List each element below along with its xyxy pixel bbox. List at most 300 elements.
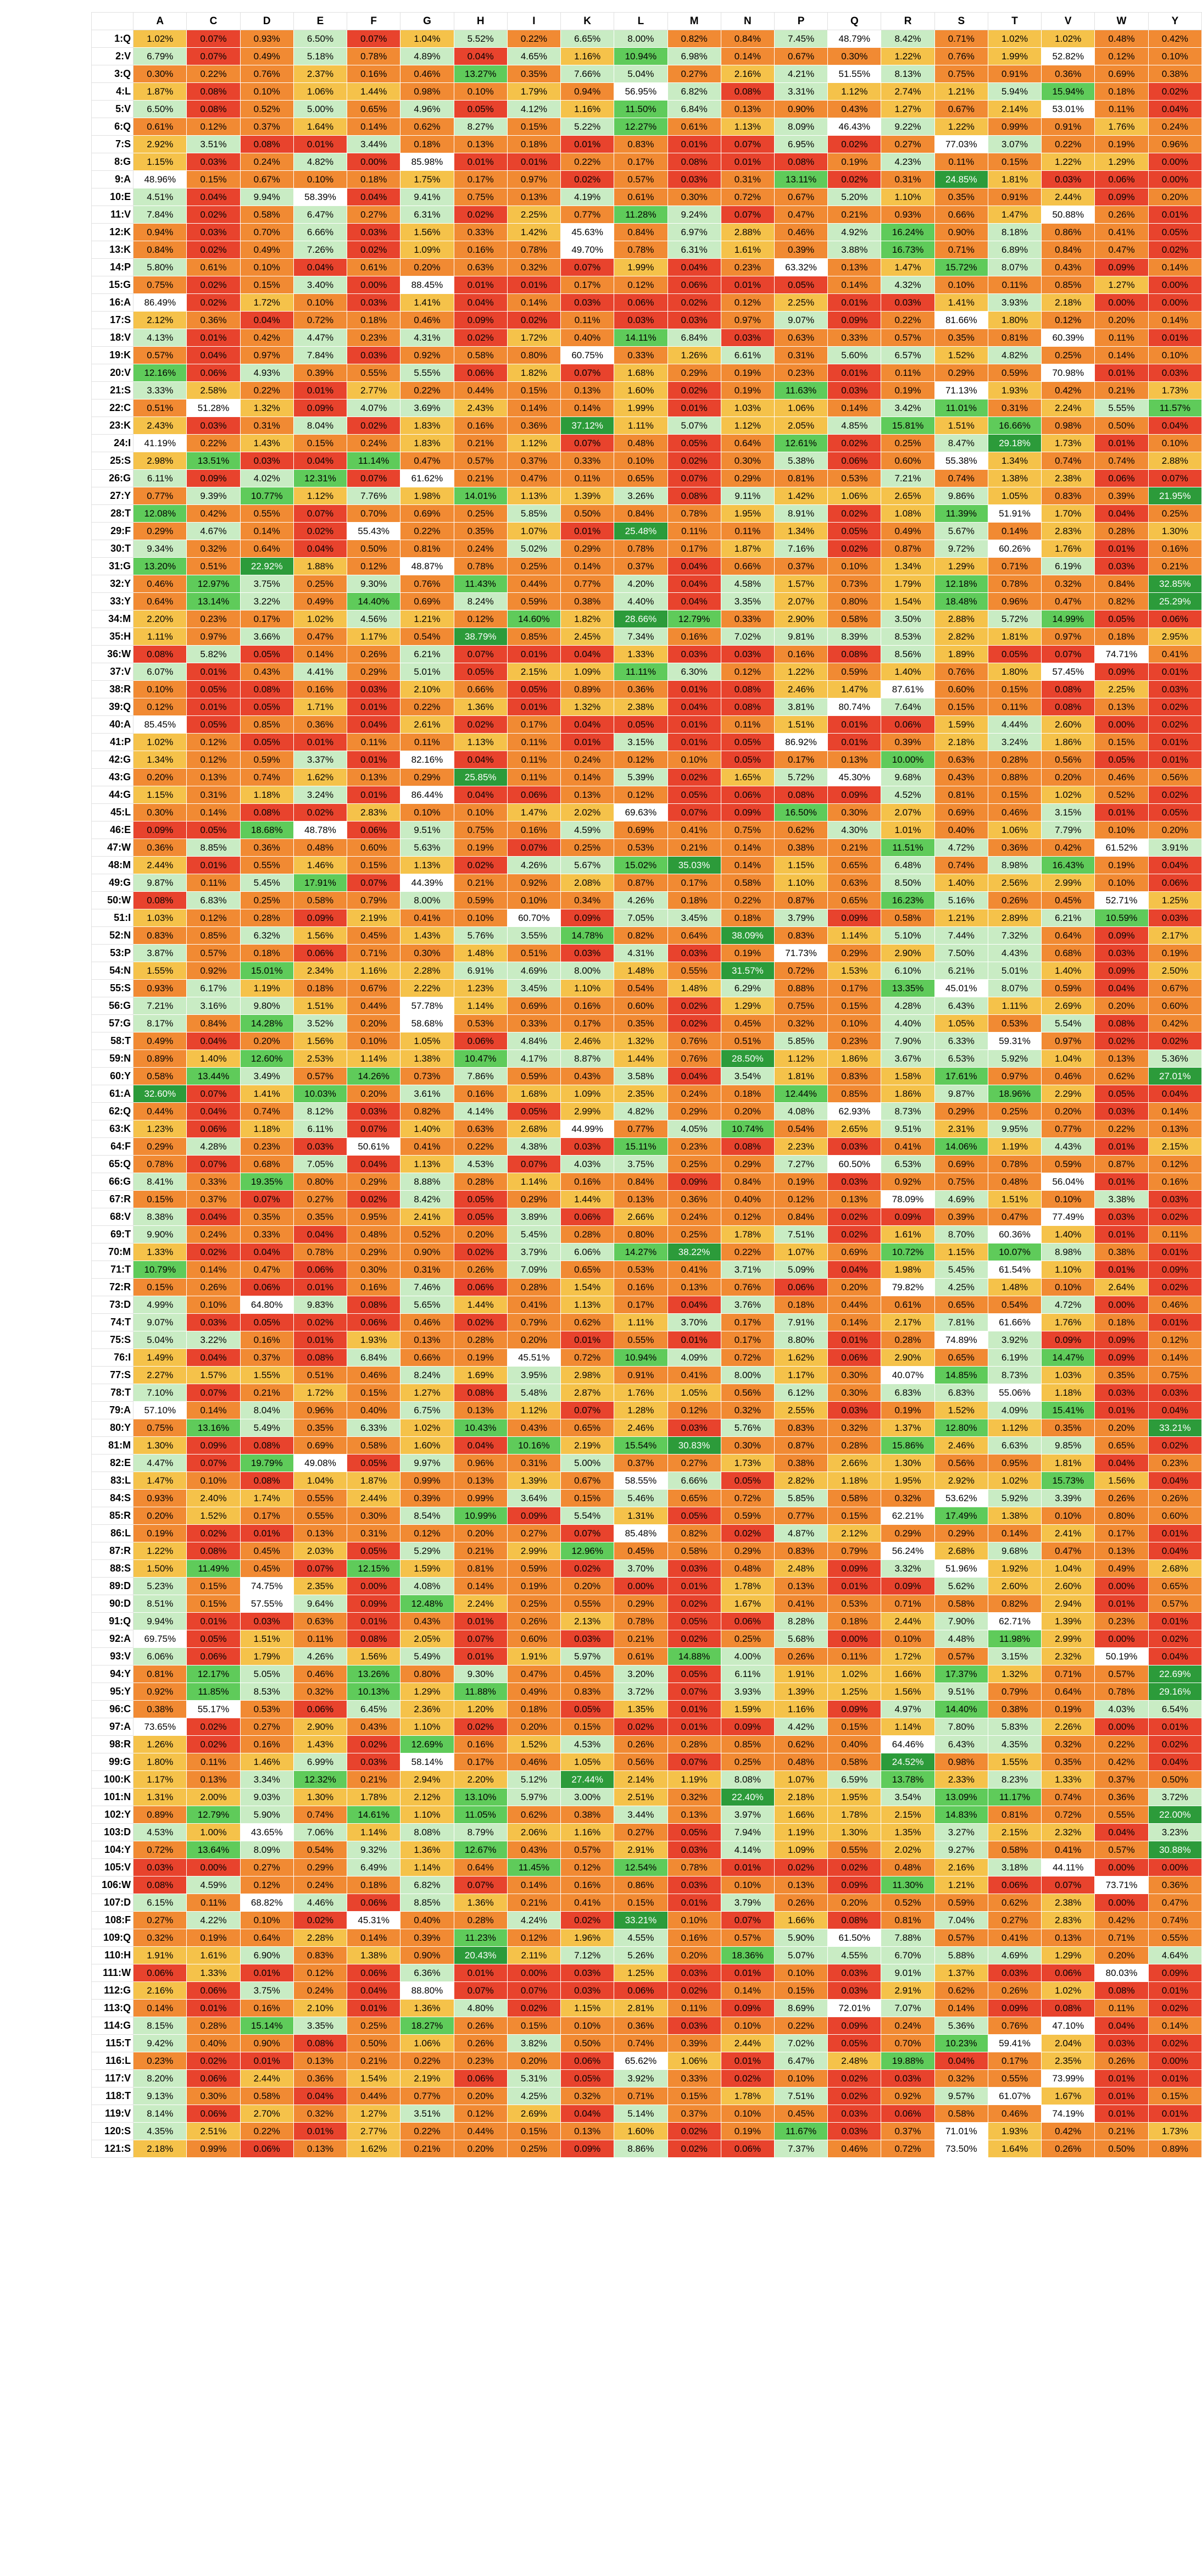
heatmap-cell: 3.00% [561,1789,614,1806]
heatmap-cell: 1.03% [133,909,187,927]
heatmap-cell: 6.11% [133,470,187,487]
heatmap-cell: 16.73% [881,241,934,259]
row-header: 47:W [92,839,133,857]
table-row [92,892,1202,909]
heatmap-cell: 0.77% [561,575,614,593]
heatmap-cell: 0.38% [988,1701,1041,1718]
heatmap-cell: 6.95% [774,136,827,153]
heatmap-cell: 0.14% [561,558,614,575]
heatmap-cell: 0.11% [507,769,560,786]
heatmap-cell: 7.64% [881,698,934,716]
heatmap-cell: 5.76% [721,1419,774,1437]
heatmap-cell: 14.27% [614,1243,667,1261]
heatmap-cell: 0.00% [1095,1718,1148,1736]
heatmap-cell: 0.11% [828,1648,881,1665]
heatmap-cell: 1.73% [1148,382,1201,399]
heatmap-cell: 0.03% [667,1560,721,1578]
heatmap-cell: 15.73% [1042,1472,1095,1490]
heatmap-cell: 0.42% [187,505,240,523]
heatmap-cell: 0.07% [507,1156,560,1173]
heatmap-cell: 0.27% [614,1824,667,1841]
heatmap-cell: 1.32% [988,1665,1041,1683]
heatmap-cell: 0.87% [614,874,667,892]
heatmap-cell: 1.36% [400,1841,454,1859]
heatmap-cell: 0.61% [614,188,667,206]
heatmap-cell: 3.92% [614,2070,667,2088]
heatmap-cell: 1.02% [1042,786,1095,804]
heatmap-cell: 0.49% [881,523,934,540]
row-header: 21:S [92,382,133,399]
heatmap-cell: 2.35% [293,1578,347,1595]
heatmap-cell: 0.46% [828,2140,881,2158]
heatmap-cell: 0.26% [507,1613,560,1630]
column-header: P [774,13,827,30]
heatmap-cell: 0.12% [454,610,507,628]
heatmap-cell: 0.20% [1148,188,1201,206]
heatmap-cell: 3.52% [293,1015,347,1032]
heatmap-cell: 1.35% [614,1701,667,1718]
heatmap-cell: 0.08% [774,153,827,171]
heatmap-cell: 30.83% [667,1437,721,1454]
heatmap-cell: 0.29% [400,769,454,786]
heatmap-cell: 9.41% [400,188,454,206]
heatmap-cell: 0.15% [293,435,347,452]
heatmap-cell: 0.06% [240,1279,293,1296]
row-header: 78:T [92,1384,133,1402]
heatmap-cell: 0.72% [721,1490,774,1507]
heatmap-cell: 2.06% [507,1824,560,1841]
heatmap-cell: 0.83% [293,1947,347,1964]
heatmap-cell: 5.31% [507,2070,560,2088]
heatmap-cell: 1.70% [1042,505,1095,523]
heatmap-cell: 1.91% [774,1665,827,1683]
heatmap-cell: 0.45% [774,2105,827,2123]
table-row [92,1226,1202,1243]
heatmap-cell: 0.06% [507,786,560,804]
heatmap-cell: 0.77% [561,206,614,224]
heatmap-cell: 0.02% [454,716,507,734]
heatmap-cell: 0.60% [934,681,988,698]
heatmap-cell: 0.00% [1148,2052,1201,2070]
heatmap-cell: 1.81% [1042,1454,1095,1472]
column-header: N [721,13,774,30]
heatmap-cell: 0.59% [934,1894,988,1912]
heatmap-cell: 0.01% [828,734,881,751]
heatmap-cell: 2.92% [133,136,187,153]
heatmap-cell: 1.69% [454,1367,507,1384]
heatmap-cell: 0.11% [881,364,934,382]
heatmap-cell: 0.73% [400,1068,454,1085]
heatmap-cell: 0.67% [774,48,827,65]
heatmap-cell: 0.35% [454,523,507,540]
row-header: 27:Y [92,487,133,505]
heatmap-cell: 0.45% [614,1542,667,1560]
heatmap-cell: 20.43% [454,1947,507,1964]
heatmap-cell: 0.97% [187,628,240,646]
heatmap-cell: 1.76% [614,1384,667,1402]
heatmap-cell: 0.39% [1095,487,1148,505]
heatmap-cell: 0.78% [347,48,400,65]
heatmap-cell: 1.13% [400,857,454,874]
heatmap-cell: 0.02% [187,206,240,224]
heatmap-cell: 53.01% [1042,101,1095,118]
heatmap-cell: 0.00% [1148,1859,1201,1877]
heatmap-cell: 0.10% [454,909,507,927]
heatmap-cell: 0.03% [828,2123,881,2140]
row-header: 36:W [92,646,133,663]
table-row [92,1138,1202,1156]
row-header: 119:V [92,2105,133,2123]
heatmap-cell: 1.04% [293,1472,347,1490]
heatmap-cell: 2.50% [1148,962,1201,980]
heatmap-cell: 0.21% [1095,382,1148,399]
heatmap-cell: 0.44% [507,575,560,593]
heatmap-cell: 0.10% [881,1630,934,1648]
heatmap-cell: 2.10% [293,2000,347,2017]
heatmap-cell: 1.11% [133,628,187,646]
heatmap-cell: 12.54% [614,1859,667,1877]
heatmap-cell: 4.40% [881,1015,934,1032]
heatmap-cell: 10.00% [881,751,934,769]
heatmap-cell: 3.70% [667,1314,721,1331]
table-row [92,83,1202,101]
row-header: 5:V [92,101,133,118]
heatmap-cell: 2.94% [1042,1595,1095,1613]
table-row [92,399,1202,417]
heatmap-cell: 7.05% [293,1156,347,1173]
heatmap-cell: 9.03% [240,1789,293,1806]
heatmap-cell: 0.74% [1095,452,1148,470]
heatmap-cell: 1.06% [667,2052,721,2070]
heatmap-cell: 15.02% [614,857,667,874]
heatmap-cell: 0.02% [721,2070,774,2088]
heatmap-cell: 0.04% [1095,505,1148,523]
heatmap-cell: 0.10% [347,1032,400,1050]
heatmap-cell: 60.36% [988,1226,1041,1243]
heatmap-cell: 45.30% [828,769,881,786]
heatmap-cell: 0.19% [774,1173,827,1191]
heatmap-cell: 2.44% [881,1613,934,1630]
heatmap-cell: 0.67% [347,980,400,997]
heatmap-cell: 0.52% [1095,786,1148,804]
heatmap-cell: 1.64% [293,118,347,136]
heatmap-cell: 11.23% [454,1929,507,1947]
heatmap-cell: 14.61% [347,1806,400,1824]
heatmap-cell: 5.65% [400,1296,454,1314]
heatmap-cell: 5.22% [561,118,614,136]
heatmap-cell: 1.72% [507,329,560,347]
heatmap-cell: 0.72% [561,1349,614,1367]
heatmap-cell: 0.22% [400,382,454,399]
heatmap-cell: 0.01% [1148,2070,1201,2088]
heatmap-cell: 0.77% [400,2088,454,2105]
heatmap-cell: 0.38% [561,593,614,610]
heatmap-cell: 3.93% [988,294,1041,312]
heatmap-cell: 0.01% [1148,329,1201,347]
heatmap-cell: 3.95% [507,1367,560,1384]
heatmap-cell: 0.02% [507,2000,560,2017]
heatmap-cell: 0.83% [774,1419,827,1437]
heatmap-cell: 0.01% [293,2123,347,2140]
heatmap-cell: 2.44% [1042,188,1095,206]
heatmap-cell: 0.99% [400,1472,454,1490]
heatmap-cell: 0.11% [507,751,560,769]
heatmap-cell: 51.91% [988,505,1041,523]
heatmap-cell: 0.41% [1095,224,1148,241]
heatmap-cell: 5.45% [934,1261,988,1279]
heatmap-cell: 11.01% [934,399,988,417]
heatmap-cell: 2.83% [1042,1912,1095,1929]
heatmap-cell: 0.11% [934,153,988,171]
heatmap-cell: 5.20% [828,188,881,206]
heatmap-cell: 4.92% [828,224,881,241]
heatmap-cell: 0.42% [1042,382,1095,399]
heatmap-cell: 0.04% [187,347,240,364]
heatmap-cell: 3.64% [507,1490,560,1507]
heatmap-cell: 0.05% [454,1208,507,1226]
heatmap-cell: 4.42% [774,1718,827,1736]
heatmap-cell: 0.30% [828,804,881,821]
heatmap-cell: 0.37% [614,1454,667,1472]
row-header: 67:R [92,1191,133,1208]
table-row [92,698,1202,716]
table-row [92,276,1202,294]
heatmap-cell: 0.31% [507,1454,560,1472]
heatmap-cell: 0.28% [988,751,1041,769]
heatmap-cell: 0.79% [828,1542,881,1560]
heatmap-cell: 14.47% [1042,1349,1095,1367]
heatmap-cell: 7.76% [347,487,400,505]
heatmap-cell: 4.69% [988,1947,1041,1964]
heatmap-cell: 0.14% [133,2000,187,2017]
heatmap-cell: 1.80% [988,663,1041,681]
heatmap-cell: 9.81% [774,628,827,646]
heatmap-cell: 1.46% [293,857,347,874]
heatmap-cell: 7.81% [934,1314,988,1331]
heatmap-cell: 0.50% [1148,1771,1201,1789]
heatmap-cell: 0.10% [454,83,507,101]
table-row [92,452,1202,470]
heatmap-cell: 0.03% [667,312,721,329]
row-header: 106:W [92,1877,133,1894]
heatmap-cell: 1.68% [507,1085,560,1103]
heatmap-cell: 0.19% [721,364,774,382]
heatmap-cell: 0.13% [774,1578,827,1595]
heatmap-cell: 6.11% [293,1120,347,1138]
heatmap-cell: 0.12% [187,734,240,751]
heatmap-cell: 0.57% [1148,1595,1201,1613]
heatmap-cell: 9.32% [347,1841,400,1859]
heatmap-cell: 0.89% [1148,2140,1201,2158]
heatmap-cell: 6.89% [988,241,1041,259]
heatmap-cell: 0.05% [507,1103,560,1120]
heatmap-cell: 0.13% [774,1877,827,1894]
heatmap-cell: 0.83% [828,1068,881,1085]
heatmap-cell: 12.79% [187,1806,240,1824]
heatmap-cell: 0.00% [1148,153,1201,171]
table-row [92,1191,1202,1208]
heatmap-cell: 0.37% [614,558,667,575]
row-header: 50:W [92,892,133,909]
table-row [92,1753,1202,1771]
heatmap-cell: 2.18% [1042,294,1095,312]
heatmap-cell: 14.99% [1042,610,1095,628]
heatmap-cell: 0.01% [1095,1402,1148,1419]
table-row [92,540,1202,558]
heatmap-cell: 8.98% [1042,1243,1095,1261]
heatmap-cell: 0.25% [988,1103,1041,1120]
row-header: 84:S [92,1490,133,1507]
heatmap-cell: 6.30% [667,663,721,681]
heatmap-cell: 0.58% [721,874,774,892]
heatmap-cell: 0.33% [507,1015,560,1032]
heatmap-cell: 4.58% [721,575,774,593]
heatmap-cell: 1.02% [1042,1982,1095,2000]
heatmap-cell: 0.04% [347,1156,400,1173]
heatmap-cell: 0.20% [1042,1103,1095,1120]
heatmap-cell: 0.01% [1148,1613,1201,1630]
heatmap-cell: 5.49% [400,1648,454,1665]
heatmap-cell: 0.10% [721,2017,774,2035]
heatmap-cell: 0.09% [828,909,881,927]
heatmap-cell: 81.66% [934,312,988,329]
heatmap-cell: 0.66% [454,681,507,698]
heatmap-cell: 6.79% [133,48,187,65]
table-row [92,294,1202,312]
heatmap-cell: 1.10% [400,1718,454,1736]
heatmap-cell: 7.94% [721,1824,774,1841]
heatmap-cell: 0.79% [507,1314,560,1331]
heatmap-cell: 73.50% [934,2140,988,2158]
heatmap-cell: 0.03% [187,153,240,171]
heatmap-cell: 0.08% [240,136,293,153]
heatmap-cell: 0.18% [240,945,293,962]
heatmap-cell: 0.09% [187,470,240,487]
heatmap-cell: 0.71% [881,1595,934,1613]
heatmap-cell: 0.78% [667,505,721,523]
heatmap-cell: 0.02% [1148,2035,1201,2052]
heatmap-cell: 0.14% [293,646,347,663]
heatmap-cell: 6.63% [988,1437,1041,1454]
heatmap-cell: 0.00% [1148,294,1201,312]
heatmap-cell: 2.31% [934,1120,988,1138]
heatmap-cell: 0.33% [561,452,614,470]
heatmap-cell: 1.81% [988,171,1041,188]
heatmap-cell: 0.65% [828,857,881,874]
heatmap-cell: 13.26% [347,1665,400,1683]
heatmap-cell: 0.31% [721,171,774,188]
heatmap-cell: 0.01% [721,1859,774,1877]
heatmap-cell: 0.30% [133,65,187,83]
heatmap-cell: 1.78% [347,1789,400,1806]
heatmap-cell: 22.69% [1148,1665,1201,1683]
heatmap-cell: 0.72% [1042,1806,1095,1824]
heatmap-cell: 0.28% [881,1331,934,1349]
heatmap-cell: 0.02% [828,136,881,153]
heatmap-cell: 0.09% [347,1595,400,1613]
heatmap-cell: 3.54% [881,1789,934,1806]
heatmap-cell: 1.18% [240,786,293,804]
heatmap-cell: 1.12% [507,435,560,452]
heatmap-cell: 1.15% [934,1243,988,1261]
heatmap-cell: 0.01% [1095,2088,1148,2105]
heatmap-cell: 0.07% [240,1191,293,1208]
heatmap-cell: 9.95% [988,1120,1041,1138]
heatmap-cell: 6.12% [774,1384,827,1402]
heatmap-cell: 6.21% [934,962,988,980]
heatmap-cell: 0.03% [1042,171,1095,188]
heatmap-cell: 12.61% [774,435,827,452]
heatmap-cell: 8.47% [934,435,988,452]
heatmap-cell: 0.16% [454,1085,507,1103]
heatmap-cell: 0.14% [187,804,240,821]
row-header: 113:Q [92,2000,133,2017]
heatmap-cell: 0.09% [881,1208,934,1226]
heatmap-cell: 1.22% [133,1542,187,1560]
heatmap-cell: 0.15% [667,2088,721,2105]
heatmap-cell: 0.17% [667,540,721,558]
heatmap-cell: 0.93% [240,30,293,48]
heatmap-cell: 0.10% [934,276,988,294]
heatmap-cell: 4.55% [614,1929,667,1947]
heatmap-cell: 0.46% [293,1665,347,1683]
heatmap-cell: 0.05% [561,1701,614,1718]
heatmap-cell: 0.08% [133,1877,187,1894]
heatmap-cell: 4.14% [721,1841,774,1859]
heatmap-cell: 0.07% [667,1683,721,1701]
heatmap-cell: 2.92% [934,1472,988,1490]
heatmap-cell: 8.98% [988,857,1041,874]
heatmap-cell: 0.10% [1148,435,1201,452]
heatmap-cell: 0.81% [400,540,454,558]
heatmap-cell: 46.43% [828,118,881,136]
heatmap-cell: 33.21% [614,1912,667,1929]
heatmap-cell: 0.04% [454,294,507,312]
heatmap-cell: 0.04% [240,312,293,329]
percentage-heatmap-table [91,12,1202,2158]
heatmap-cell: 1.19% [774,1824,827,1841]
heatmap-cell: 1.31% [133,1789,187,1806]
heatmap-cell: 0.68% [1042,945,1095,962]
heatmap-cell: 0.07% [187,1156,240,1173]
heatmap-cell: 0.11% [507,734,560,751]
heatmap-cell: 0.02% [667,1015,721,1032]
heatmap-cell: 0.16% [240,1736,293,1753]
heatmap-cell: 0.20% [1095,1419,1148,1437]
heatmap-cell: 0.01% [721,153,774,171]
heatmap-cell: 0.03% [240,452,293,470]
table-row [92,1630,1202,1648]
heatmap-cell: 2.19% [561,1437,614,1454]
heatmap-cell: 1.30% [881,1454,934,1472]
heatmap-cell: 61.54% [988,1261,1041,1279]
row-header: 52:N [92,927,133,945]
heatmap-cell: 0.95% [347,1208,400,1226]
heatmap-cell: 8.69% [774,2000,827,2017]
heatmap-cell: 4.09% [667,1349,721,1367]
heatmap-cell: 0.07% [293,505,347,523]
heatmap-cell: 87.61% [881,681,934,698]
heatmap-cell: 0.81% [934,786,988,804]
heatmap-cell: 0.74% [293,1806,347,1824]
heatmap-cell: 0.16% [1148,1173,1201,1191]
heatmap-cell: 0.14% [507,294,560,312]
heatmap-cell: 2.74% [881,83,934,101]
heatmap-cell: 0.76% [667,1032,721,1050]
heatmap-cell: 0.29% [347,663,400,681]
heatmap-cell: 8.42% [400,1191,454,1208]
heatmap-cell: 0.01% [561,1331,614,1349]
